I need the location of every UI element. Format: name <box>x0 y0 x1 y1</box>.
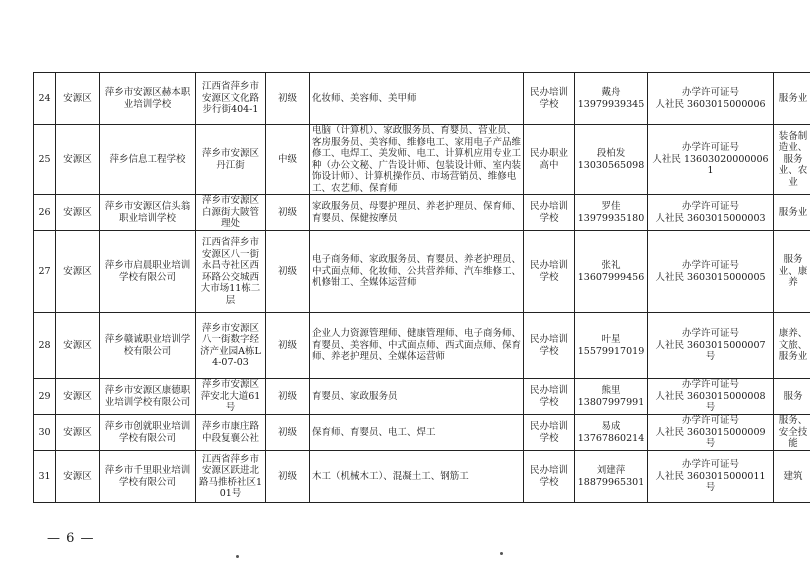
permit-cell <box>648 231 774 313</box>
permit-number: 人社民 3603015000009 号 <box>655 426 766 450</box>
address-cell: 江西省萍乡市安源区八一街永昌寺社区西环路公交城西大市场11栋二层 <box>196 231 266 313</box>
permit-number: 人社民 136030200000061 <box>652 153 769 177</box>
contact-cell <box>575 415 648 451</box>
permit-label: 办学许可证号 <box>681 379 739 391</box>
row-number: 29 <box>34 379 56 415</box>
permit-cell <box>648 313 774 379</box>
row-number: 25 <box>34 125 56 195</box>
level-cell: 初级 <box>266 313 310 379</box>
address-cell: 萍乡市安源区萍安北大道61号 <box>196 379 266 415</box>
table-row <box>34 379 810 415</box>
programs-cell: 木工（机械木工）、混凝土工、钢筋工 <box>310 451 524 503</box>
contact-cell <box>575 195 648 231</box>
address-cell: 萍乡市康庄路中段复襄公社 <box>196 415 266 451</box>
school-type-cell: 民办培训学校 <box>524 313 575 379</box>
programs-cell: 电子商务师、家政服务员、育婴员、养老护理员、中式面点师、化妆师、公共营养师、汽车维修工、机修钳工、全媒体运营师 <box>310 231 524 313</box>
row-number: 24 <box>34 73 56 125</box>
level-cell: 初级 <box>266 451 310 503</box>
contact-name: 罗佳 <box>601 201 621 212</box>
school-type-cell: 民办培训学校 <box>524 231 575 313</box>
district-cell: 安源区 <box>56 125 100 195</box>
school-name-cell: 萍乡市启晨职业培训学校有限公司 <box>100 231 196 313</box>
contact-name: 戴舟 <box>601 87 621 98</box>
sector-cell: 服务 <box>774 379 810 415</box>
permit-number: 人社民 3603015000007 号 <box>655 339 766 363</box>
school-name-cell: 萍乡市安源区赫本职业培训学校 <box>100 73 196 125</box>
school-type-cell: 民办职业高中 <box>524 125 575 195</box>
permit-number: 人社民 3603015000005 <box>655 271 766 283</box>
table-row <box>34 231 810 313</box>
level-cell: 初级 <box>266 195 310 231</box>
table-row <box>34 451 810 503</box>
district-cell: 安源区 <box>56 379 100 415</box>
contact-cell <box>575 231 648 313</box>
programs-cell: 家政服务员、母婴护理员、养老护理员、保育师、育婴员、保健按摩员 <box>310 195 524 231</box>
programs-cell: 保育师、育婴员、电工、焊工 <box>310 415 524 451</box>
district-cell: 安源区 <box>56 451 100 503</box>
table-row <box>34 313 810 379</box>
row-number: 27 <box>34 231 56 313</box>
permit-label: 办学许可证号 <box>681 328 739 340</box>
permit-label: 办学许可证号 <box>681 87 739 98</box>
contact-cell <box>575 379 648 415</box>
programs-cell: 化妆师、美容师、美甲师 <box>310 73 524 125</box>
level-cell: 初级 <box>266 73 310 125</box>
programs-cell: 电脑（计算机）、家政服务员、育婴员、营业员、客房服务员、美容师、维修电工、家用电子产品维修工、电焊工、美发师、电工、计算机应用专业工种（办公文秘、广告设计师、包装设计师、室内装饰设计师）、计算机操作员、市场营销员、维修电工、农艺师、保育师 <box>310 125 524 195</box>
permit-number: 人社民 3603015000008 号 <box>655 390 766 414</box>
school-type-cell: 民办培训学校 <box>524 415 575 451</box>
scan-speck <box>236 555 239 558</box>
contact-name: 段柏发 <box>596 148 626 159</box>
permit-label: 办学许可证号 <box>681 459 739 471</box>
contact-cell <box>575 451 648 503</box>
permit-number: 人社民 3603015000003 <box>655 212 766 224</box>
level-cell: 初级 <box>266 379 310 415</box>
address-cell: 萍乡市安源区八一街数字经济产业园A栋L4-07-03 <box>196 313 266 379</box>
level-cell: 初级 <box>266 415 310 451</box>
contact-phone: 13979935180 <box>577 212 645 224</box>
contact-cell <box>575 313 648 379</box>
contact-phone: 18879965301 <box>577 476 645 488</box>
permit-cell <box>648 125 774 195</box>
row-number: 26 <box>34 195 56 231</box>
table-row <box>34 73 810 125</box>
scan-speck <box>500 552 503 555</box>
contact-name: 张礼 <box>601 260 621 271</box>
permit-cell <box>648 195 774 231</box>
row-number: 31 <box>34 451 56 503</box>
sector-cell: 康养、文旅、服务业 <box>774 313 810 379</box>
page-number: — 6 — <box>47 531 95 546</box>
sector-cell: 服务业 <box>774 195 810 231</box>
school-name-cell: 萍乡赣诚职业培训学校有限公司 <box>100 313 196 379</box>
school-type-cell: 民办培训学校 <box>524 73 575 125</box>
district-cell: 安源区 <box>56 195 100 231</box>
permit-label: 办学许可证号 <box>681 201 739 212</box>
contact-name: 易成 <box>601 421 621 432</box>
school-type-cell: 民办培训学校 <box>524 451 575 503</box>
table-row <box>34 415 810 451</box>
district-cell: 安源区 <box>56 231 100 313</box>
school-name-cell: 萍乡市千里职业培训学校有限公司 <box>100 451 196 503</box>
permit-cell <box>648 379 774 415</box>
programs-cell: 育婴员、家政服务员 <box>310 379 524 415</box>
row-number: 30 <box>34 415 56 451</box>
district-cell: 安源区 <box>56 313 100 379</box>
contact-phone: 15579917019 <box>577 345 645 357</box>
school-name-cell: 萍乡市创就职业培训学校有限公司 <box>100 415 196 451</box>
contact-phone: 13979939345 <box>577 98 645 110</box>
contact-cell <box>575 73 648 125</box>
level-cell: 中级 <box>266 125 310 195</box>
sector-cell: 服务业、康养 <box>774 231 810 313</box>
training-school-table <box>33 72 810 503</box>
school-name-cell: 萍乡市安源区康德职业培训学校有限公司 <box>100 379 196 415</box>
permit-label: 办学许可证号 <box>681 415 739 427</box>
contact-phone: 13607999456 <box>577 271 645 283</box>
permit-label: 办学许可证号 <box>681 142 739 154</box>
school-name-cell: 萍乡市安源区信头翁职业培训学校 <box>100 195 196 231</box>
sector-cell: 服务、安全技能 <box>774 415 810 451</box>
sector-cell: 服务业 <box>774 73 810 125</box>
row-number: 28 <box>34 313 56 379</box>
contact-phone: 13767860214 <box>577 432 645 444</box>
permit-cell <box>648 73 774 125</box>
address-cell: 萍乡市安源区丹江街 <box>196 125 266 195</box>
contact-phone: 13030565098 <box>577 159 645 171</box>
permit-cell <box>648 451 774 503</box>
school-type-cell: 民办培训学校 <box>524 195 575 231</box>
permit-number: 人社民 3603015000011 号 <box>655 470 766 494</box>
contact-name: 刘建萍 <box>596 465 626 476</box>
programs-cell: 企业人力资源管理师、健康管理师、电子商务师、育婴员、美容师、中式面点师、西式面点师、保育师、养老护理员、全媒体运营师 <box>310 313 524 379</box>
district-cell: 安源区 <box>56 415 100 451</box>
table-row <box>34 125 810 195</box>
level-cell: 初级 <box>266 231 310 313</box>
permit-cell <box>648 415 774 451</box>
sector-cell: 装备制造业、服务业、农业 <box>774 125 810 195</box>
contact-name: 熊里 <box>601 385 621 396</box>
permit-label: 办学许可证号 <box>681 260 739 271</box>
district-cell: 安源区 <box>56 73 100 125</box>
permit-number: 人社民 3603015000006 <box>655 98 766 110</box>
contact-phone: 13807997991 <box>577 396 645 408</box>
table-row <box>34 195 810 231</box>
address-cell: 江西省萍乡市安源区跃进北路马推桥社区101号 <box>196 451 266 503</box>
school-name-cell: 萍乡信息工程学校 <box>100 125 196 195</box>
address-cell: 江西省萍乡市安源区文化路步行街404-1 <box>196 73 266 125</box>
school-type-cell: 民办培训学校 <box>524 379 575 415</box>
address-cell: 萍乡市安源区白源街大陂管理处 <box>196 195 266 231</box>
contact-name: 叶星 <box>601 334 621 345</box>
contact-cell <box>575 125 648 195</box>
sector-cell: 建筑 <box>774 451 810 503</box>
